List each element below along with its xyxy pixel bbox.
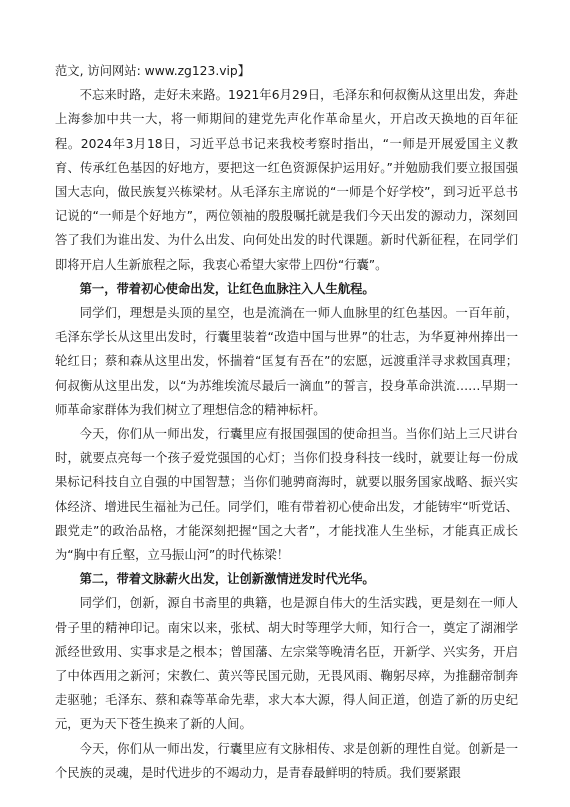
paragraph-intro: 不忘来时路，走好未来路。1921年6月29日，毛泽东和何叔衡从这里出发，奔赴上海参加中共一大，将一师期间的建党先声化作革命星火，开启改天换地的百年征程。2024年3月18日，习近平总书记来我校考察时指出，“一师是开展爱国主义教育、传承红色基因的好地方，要把这一红色资源保护运用好。”并勉励我们要立报国强国大志向，做民族复兴栋梁材。从毛泽东主席说的“一师是个好学校”，到习近平总书记说的“一师是个好地方”，两位领袖的殷殷嘱托就是我们今天出发的源动力，深刻回答了我们为谁出发、为什么出发、向何处出发的时代课题。新时代新征程，在同学们即将开启人生新旅程之际，我衷心希望大家带上四份“行囊”。 [55, 88, 518, 272]
section-heading-2: 第二，带着文脉薪火出发，让创新激情迸发时代光华。 [79, 572, 375, 587]
paragraph-section1-b: 今天，你们从一师出发，行囊里应有报国强国的使命担当。当你们站上三尺讲台时，就要点亮每一个孩子爱党强国的心灯；当你们投身科技一线时，就要让每一份成果标记科技自立自强的中国智慧；当你们驰骋商海时，就要以服务国家战略、振兴实体经济、增进民生福祉为己任。同学们，唯有带着初心使命出发，才能铸牢“听党话、跟党走”的政治品格，才能深刻把握“国之大者”，才能找准人生坐标，才能真正成长为“胸中有丘壑，立马振山河”的时代栋梁！ [55, 427, 518, 563]
header-line: 范文, 访问网站: www.zg123.vip】 [55, 64, 251, 78]
paragraph-section2-a: 同学们，创新，源自书斋里的典籍，也是源自伟大的生活实践，更是刻在一师人骨子里的精神印记。南宋以来，张栻、胡大时等理学大师，知行合一，奠定了湖湘学派经世致用、实事求是之根本；曾国藩、左宗棠等晚清名臣，开新学、兴实务，开启了中体西用之新河；宋教仁、黄兴等民国元勋，无畏风雨、鞠躬尽瘁，为推翻帝制奔走驱驰；毛泽东、蔡和森等革命先辈，求大本大源，得人间正道，创造了新的历史纪元，更为天下苍生换来了新的人间。 [55, 596, 518, 732]
document-body [55, 59, 518, 785]
paragraph-section2-b: 今天，你们从一师出发，行囊里应有文脉相传、求是创新的理性自觉。创新是一个民族的灵魂，是时代进步的不竭动力，是青春最鲜明的特质。我们要紧跟 [55, 741, 518, 780]
paragraph-section1-a: 同学们，理想是头顶的星空，也是流淌在一师人血脉里的红色基因。一百年前，毛泽东学长从这里出发时，行囊里装着“改造中国与世界”的壮志，为华夏神州捧出一轮红日；蔡和森从这里出发，怀揣着“匡复有吾在”的宏愿，远渡重洋寻求救国真理；何叔衡从这里出发，以“为苏维埃流尽最后一滴血”的誓言，投身革命洪流……早期一师革命家群体为我们树立了理想信念的精神标杆。 [55, 306, 518, 417]
section-heading-1: 第一，带着初心使命出发，让红色血脉注入人生航程。 [79, 281, 375, 296]
